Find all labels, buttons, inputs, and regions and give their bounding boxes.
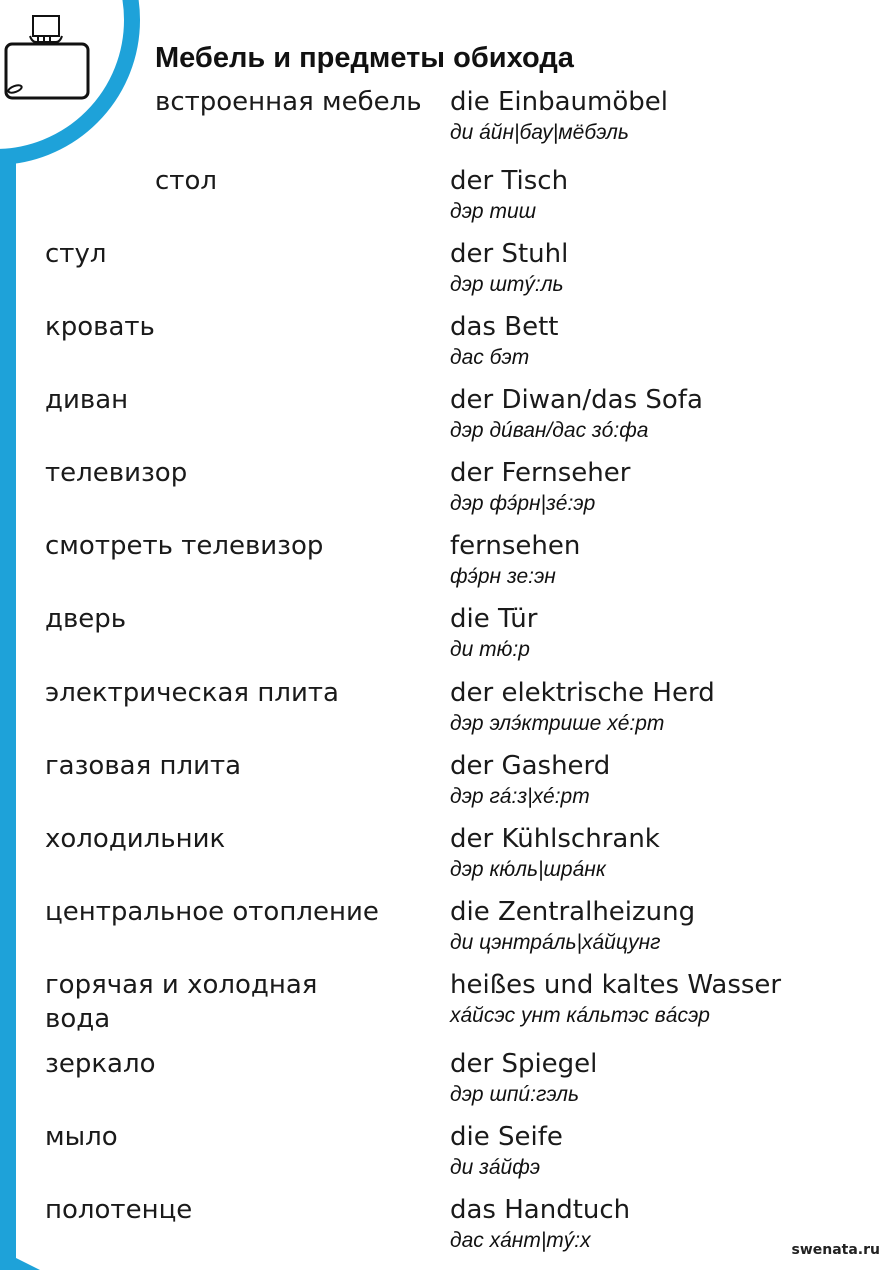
corner-notch	[0, 1250, 40, 1270]
transcription: дэр дúван/дас зó:фа	[450, 419, 649, 442]
transcription: ди áйн|бау|мёбэль	[450, 121, 629, 144]
left-accent-stripe	[0, 0, 16, 1270]
page-title: Мебель и предметы обихода	[155, 42, 574, 74]
russian-word: горячая и холодная вода	[45, 970, 318, 1034]
german-word: die Einbaumöbel	[450, 87, 668, 117]
german-word: die Tür	[450, 604, 538, 634]
russian-word: газовая плита	[45, 751, 242, 781]
transcription: дас бэт	[450, 346, 530, 369]
transcription: дэр фэ́рн|зé:эр	[450, 492, 596, 515]
russian-word: мыло	[45, 1122, 118, 1152]
russian-word: стул	[45, 239, 107, 269]
russian-word: стол	[155, 166, 217, 196]
german-word: die Zentralheizung	[450, 897, 696, 927]
russian-word: диван	[45, 385, 129, 415]
german-word: das Handtuch	[450, 1195, 631, 1225]
site-watermark: swenata.ru	[791, 1242, 880, 1258]
russian-word: дверь	[45, 604, 127, 634]
russian-word: электрическая плита	[45, 678, 339, 708]
german-word: die Seife	[450, 1122, 563, 1152]
russian-word: центральное отопление	[45, 897, 379, 927]
russian-word: зеркало	[45, 1049, 156, 1079]
transcription: дэр штý:ль	[450, 273, 564, 296]
german-word: der Tisch	[450, 166, 569, 196]
transcription: дэр шпú:гэль	[450, 1083, 580, 1106]
german-word: der Fernseher	[450, 458, 631, 488]
transcription: ди зáйфэ	[450, 1156, 541, 1179]
transcription: дэр тиш	[450, 200, 537, 223]
german-word: der Stuhl	[450, 239, 569, 269]
german-word: der Spiegel	[450, 1049, 598, 1079]
russian-word: холодильник	[45, 824, 226, 854]
german-word: der Kühlschrank	[450, 824, 660, 854]
german-word: fernsehen	[450, 531, 581, 561]
russian-word: смотреть телевизор	[45, 531, 324, 561]
transcription: дэр гá:з|хé:рт	[450, 785, 590, 808]
transcription: дэр кю́ль|шрáнк	[450, 858, 606, 881]
transcription: дас хáнт|тý:х	[450, 1229, 591, 1252]
transcription: хáйсэс унт кáльтэс вáсэр	[450, 1004, 710, 1027]
russian-word: встроенная мебель	[155, 87, 422, 117]
russian-word: полотенце	[45, 1195, 193, 1225]
furniture-case-icon	[0, 12, 95, 104]
russian-word: телевизор	[45, 458, 188, 488]
russian-word: кровать	[45, 312, 155, 342]
german-word: der Gasherd	[450, 751, 611, 781]
german-word: heißes und kaltes Wasser	[450, 970, 782, 1000]
transcription: ди тю́:р	[450, 638, 530, 661]
transcription: ди цэнтрáль|хáйцунг	[450, 931, 661, 954]
transcription: дэр элэ́ктрише хé:рт	[450, 712, 665, 735]
german-word: der elektrische Herd	[450, 678, 715, 708]
german-word: der Diwan/das Sofa	[450, 385, 703, 415]
transcription: фэ́рн зе:эн	[450, 565, 556, 588]
german-word: das Bett	[450, 312, 559, 342]
